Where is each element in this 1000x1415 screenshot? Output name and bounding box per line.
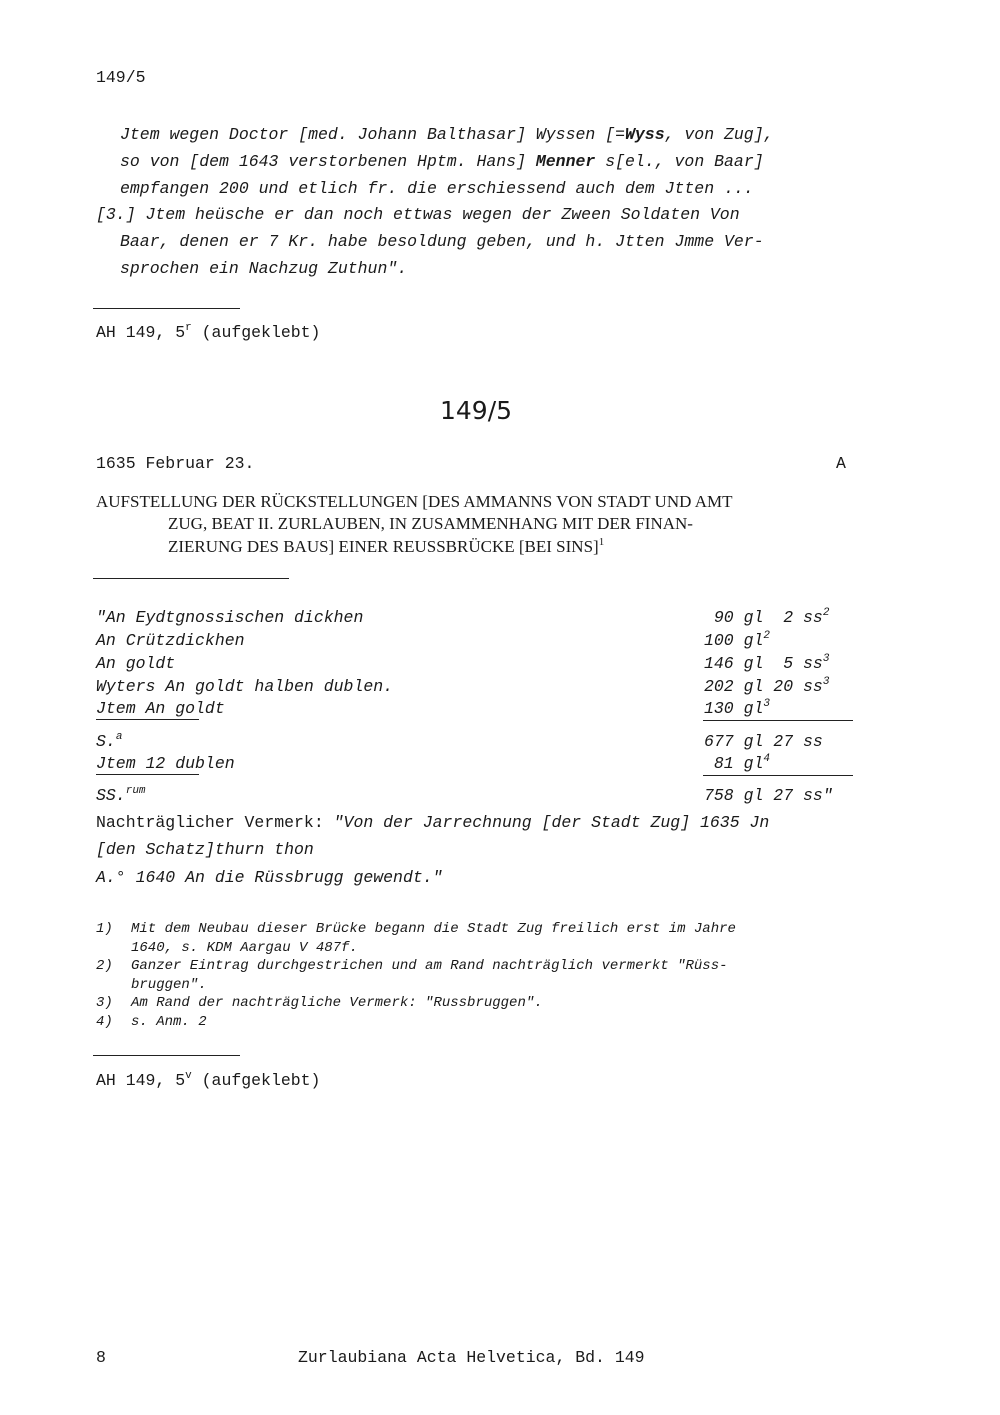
ledger-label: SS.$^{rum}$ [96,785,146,805]
ledger-label: Jtem 12 dublen [96,754,235,773]
document-date: 1635 Februar 23. [96,454,255,473]
ledger-label: Jtem An goldt [96,699,225,718]
footnote-number: 3) [96,995,113,1011]
title-line-3: ZIERUNG DES BAUS] EINER REUSSBRÜCKE [BEI SINS]$^1$ [168,536,605,556]
ledger-amount: 130 $gl^3$ [704,698,771,718]
prev-line-2: so von [dem 1643 verstorbenen Hptm. Hans] Menner s[el., von Baar] [120,152,764,171]
footnote-text: bruggen". [131,977,207,993]
document-type: A [836,454,846,473]
sum-rule [703,720,853,721]
divider-rule [93,1055,240,1056]
underline [96,774,199,775]
prev-line-3: empfangen 200 und etlich fr. die erschiessend auch dem Jtten ... [120,179,754,198]
prev-line-6: sprochen ein Nachzug Zuthun". [120,259,408,278]
footnote-text: Am Rand der nachträgliche Vermerk: "Russbruggen". [131,995,543,1011]
ledger-amount: 758 gl 27 ss" [704,786,833,805]
ledger-amount: 146 gl 5 $ss^3$ [704,653,830,673]
ledger-amount: 677 gl 27 ss [704,732,823,751]
footnote-text: Ganzer Eintrag durchgestrichen und am Rand nachträglich vermerkt "Rüss- [131,958,728,974]
footnote-text: Mit dem Neubau dieser Brücke begann die Stadt Zug freilich erst im Jahre [131,921,736,937]
prev-line-1: Jtem wegen Doctor [med. Johann Balthasar] Wyssen [=Wyss, von Zug], [120,125,774,144]
underline [96,719,199,720]
prev-line-4: [3.] Jtem heüsche er dan noch ettwas wegen der Zween Soldaten Von [96,205,740,224]
footnote-text: s. Anm. 2 [131,1014,207,1030]
ledger-label: An Crützdickhen [96,631,245,650]
note-line-3: A.° 1640 An die Rüssbrugg gewendt." [96,868,443,887]
page-number: 8 [96,1348,106,1367]
series-title: Zurlaubiana Acta Helvetica, Bd. 149 [298,1348,645,1367]
sum-rule [703,775,853,776]
running-head: 149/5 [96,68,146,87]
footnote-number: 1) [96,921,113,937]
ledger-label: S.$^a$ [96,731,123,751]
note-line-2: [den Schatz]thurn thon [96,840,314,859]
ledger-label: Wyters An goldt halben dublen. [96,677,394,696]
title-line-1: AUFSTELLUNG DER RÜCKSTELLUNGEN [DES AMMANNS VON STADT UND AMT [96,492,733,511]
ledger-label: An goldt [96,654,176,673]
divider-rule [93,578,289,579]
ledger-amount: 100 $gl^2$ [704,630,771,650]
ledger-amount: 202 gl 20 $ss^3$ [704,676,830,696]
source-reference: AH 149, 5$^v$ (aufgeklebt) [96,1070,321,1090]
document-number: 149/5 [440,396,513,425]
divider-rule [93,308,240,309]
ledger-amount: 81 $gl^4$ [704,753,771,773]
source-reference: AH 149, 5$^r$ (aufgeklebt) [96,322,321,342]
footnote-number: 2) [96,958,113,974]
title-line-2: ZUG, BEAT II. ZURLAUBEN, IN ZUSAMMENHANG MIT DER FINAN- [168,514,693,533]
ledger-label: "An Eydtgnossischen dickhen [96,608,364,627]
footnote-text: 1640, s. KDM Aargau V 487f. [131,940,358,956]
note-line-1: Nachträglicher Vermerk: "Von der Jarrechnung [der Stadt Zug] 1635 Jn [96,813,770,832]
prev-line-5: Baar, denen er 7 Kr. habe besoldung geben, und h. Jtten Jmme Ver- [120,232,764,251]
ledger-amount: 90 gl 2 $ss^2$ [704,607,830,627]
footnote-number: 4) [96,1014,113,1030]
